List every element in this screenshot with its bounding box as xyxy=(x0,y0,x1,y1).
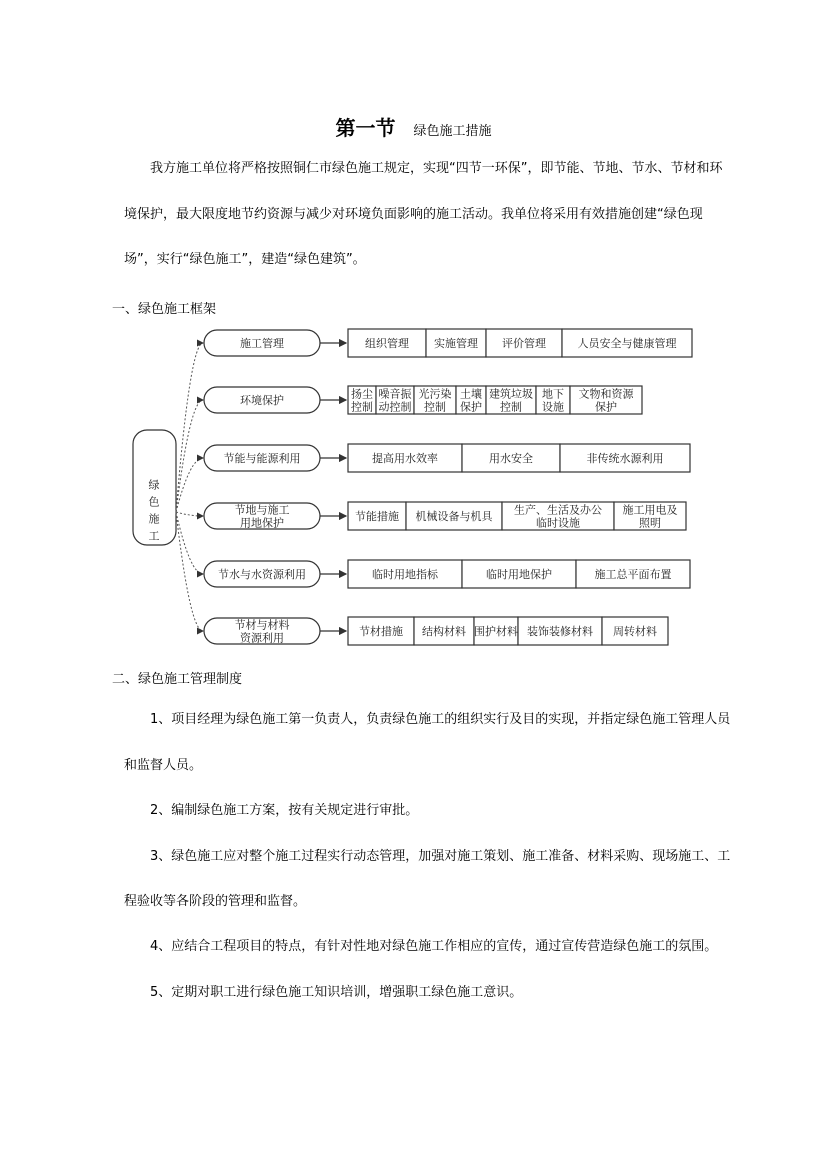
branch-connector xyxy=(176,512,203,631)
branch-label: 节材与材料资源利用 xyxy=(234,618,290,645)
rule-4: 4、应结合工程项目的特点，有针对性地对绿色施工作相应的宣传，通过宣传营造绿色施工的氛围。 xyxy=(150,939,718,954)
intro-line-3: 场”，实行“绿色施工”，建造“绿色建筑”。 xyxy=(124,252,366,267)
item-label: 人员安全与健康管理 xyxy=(577,337,677,350)
item-label: 文物和资源保护 xyxy=(578,387,634,414)
item-label: 结构材料 xyxy=(422,625,466,638)
item-label: 实施管理 xyxy=(434,337,478,350)
item-label: 提高用水效率 xyxy=(372,452,438,465)
item-label: 周转材料 xyxy=(613,625,657,638)
item-label: 光污染控制 xyxy=(418,387,452,414)
branch-connector xyxy=(176,512,203,574)
branch-label: 节地与施工用地保护 xyxy=(234,503,290,530)
branch-connector xyxy=(176,512,203,516)
item-label: 扬尘控制 xyxy=(351,387,373,414)
intro-line-2: 境保护，最大限度地节约资源与减少对环境负面影响的施工活动。我单位将采用有效措施创建“绿色现 xyxy=(124,207,703,222)
rule-1-line-1: 1、项目经理为绿色施工第一负责人，负责绿色施工的组织实行及目的实现，并指定绿色施工管理人员 xyxy=(150,712,731,727)
item-label: 装饰装修材料 xyxy=(527,625,593,638)
item-label: 地下设施 xyxy=(542,387,564,414)
item-label: 建筑垃圾控制 xyxy=(489,387,533,414)
branch-label: 施工管理 xyxy=(240,337,284,350)
section2-heading: 二、绿色施工管理制度 xyxy=(112,672,243,687)
item-label: 围护材料 xyxy=(474,625,518,638)
item-label: 生产、生活及办公临时设施 xyxy=(514,503,602,530)
branch-label: 节水与水资源利用 xyxy=(218,568,306,581)
item-label: 组织管理 xyxy=(365,337,409,350)
rule-2: 2、编制绿色施工方案，按有关规定进行审批。 xyxy=(150,803,419,818)
framework-root-label: 绿色施工 xyxy=(148,478,160,543)
item-label: 临时用地保护 xyxy=(486,568,552,581)
item-label: 非传统水源利用 xyxy=(586,452,664,465)
intro-line-1: 我方施工单位将严格按照铜仁市绿色施工规定，实现“四节一环保”，即节能、节地、节水、节材和环 xyxy=(150,161,723,176)
section1-heading: 一、绿色施工框架 xyxy=(112,302,217,317)
item-label: 施工总平面布置 xyxy=(594,568,672,581)
item-label: 土壤保护 xyxy=(460,387,482,414)
rule-3-line-2: 程验收等各阶段的管理和监督。 xyxy=(124,894,307,909)
branch-connector xyxy=(176,400,203,512)
item-label: 节能措施 xyxy=(355,510,399,523)
rule-5: 5、定期对职工进行绿色施工知识培训，增强职工绿色施工意识。 xyxy=(150,985,523,1000)
section-number: 第一节 xyxy=(335,116,396,140)
item-label: 评价管理 xyxy=(502,337,546,350)
section-subtitle: 绿色施工措施 xyxy=(413,124,492,139)
item-label: 噪音振动控制 xyxy=(378,387,412,414)
section-title xyxy=(0,112,827,141)
item-label: 节材措施 xyxy=(359,625,403,638)
branch-label: 节能与能源利用 xyxy=(223,452,301,465)
green-construction-framework-diagram xyxy=(0,318,827,653)
item-label: 机械设备与机具 xyxy=(415,510,493,523)
item-label: 施工用电及照明 xyxy=(622,503,678,530)
rule-1-line-2: 和监督人员。 xyxy=(124,758,203,773)
item-label: 临时用地指标 xyxy=(372,568,438,581)
branch-label: 环境保护 xyxy=(240,394,284,407)
rule-3-line-1: 3、绿色施工应对整个施工过程实行动态管理，加强对施工策划、施工准备、材料采购、现场施工、工 xyxy=(150,849,731,864)
item-label: 用水安全 xyxy=(489,452,533,465)
